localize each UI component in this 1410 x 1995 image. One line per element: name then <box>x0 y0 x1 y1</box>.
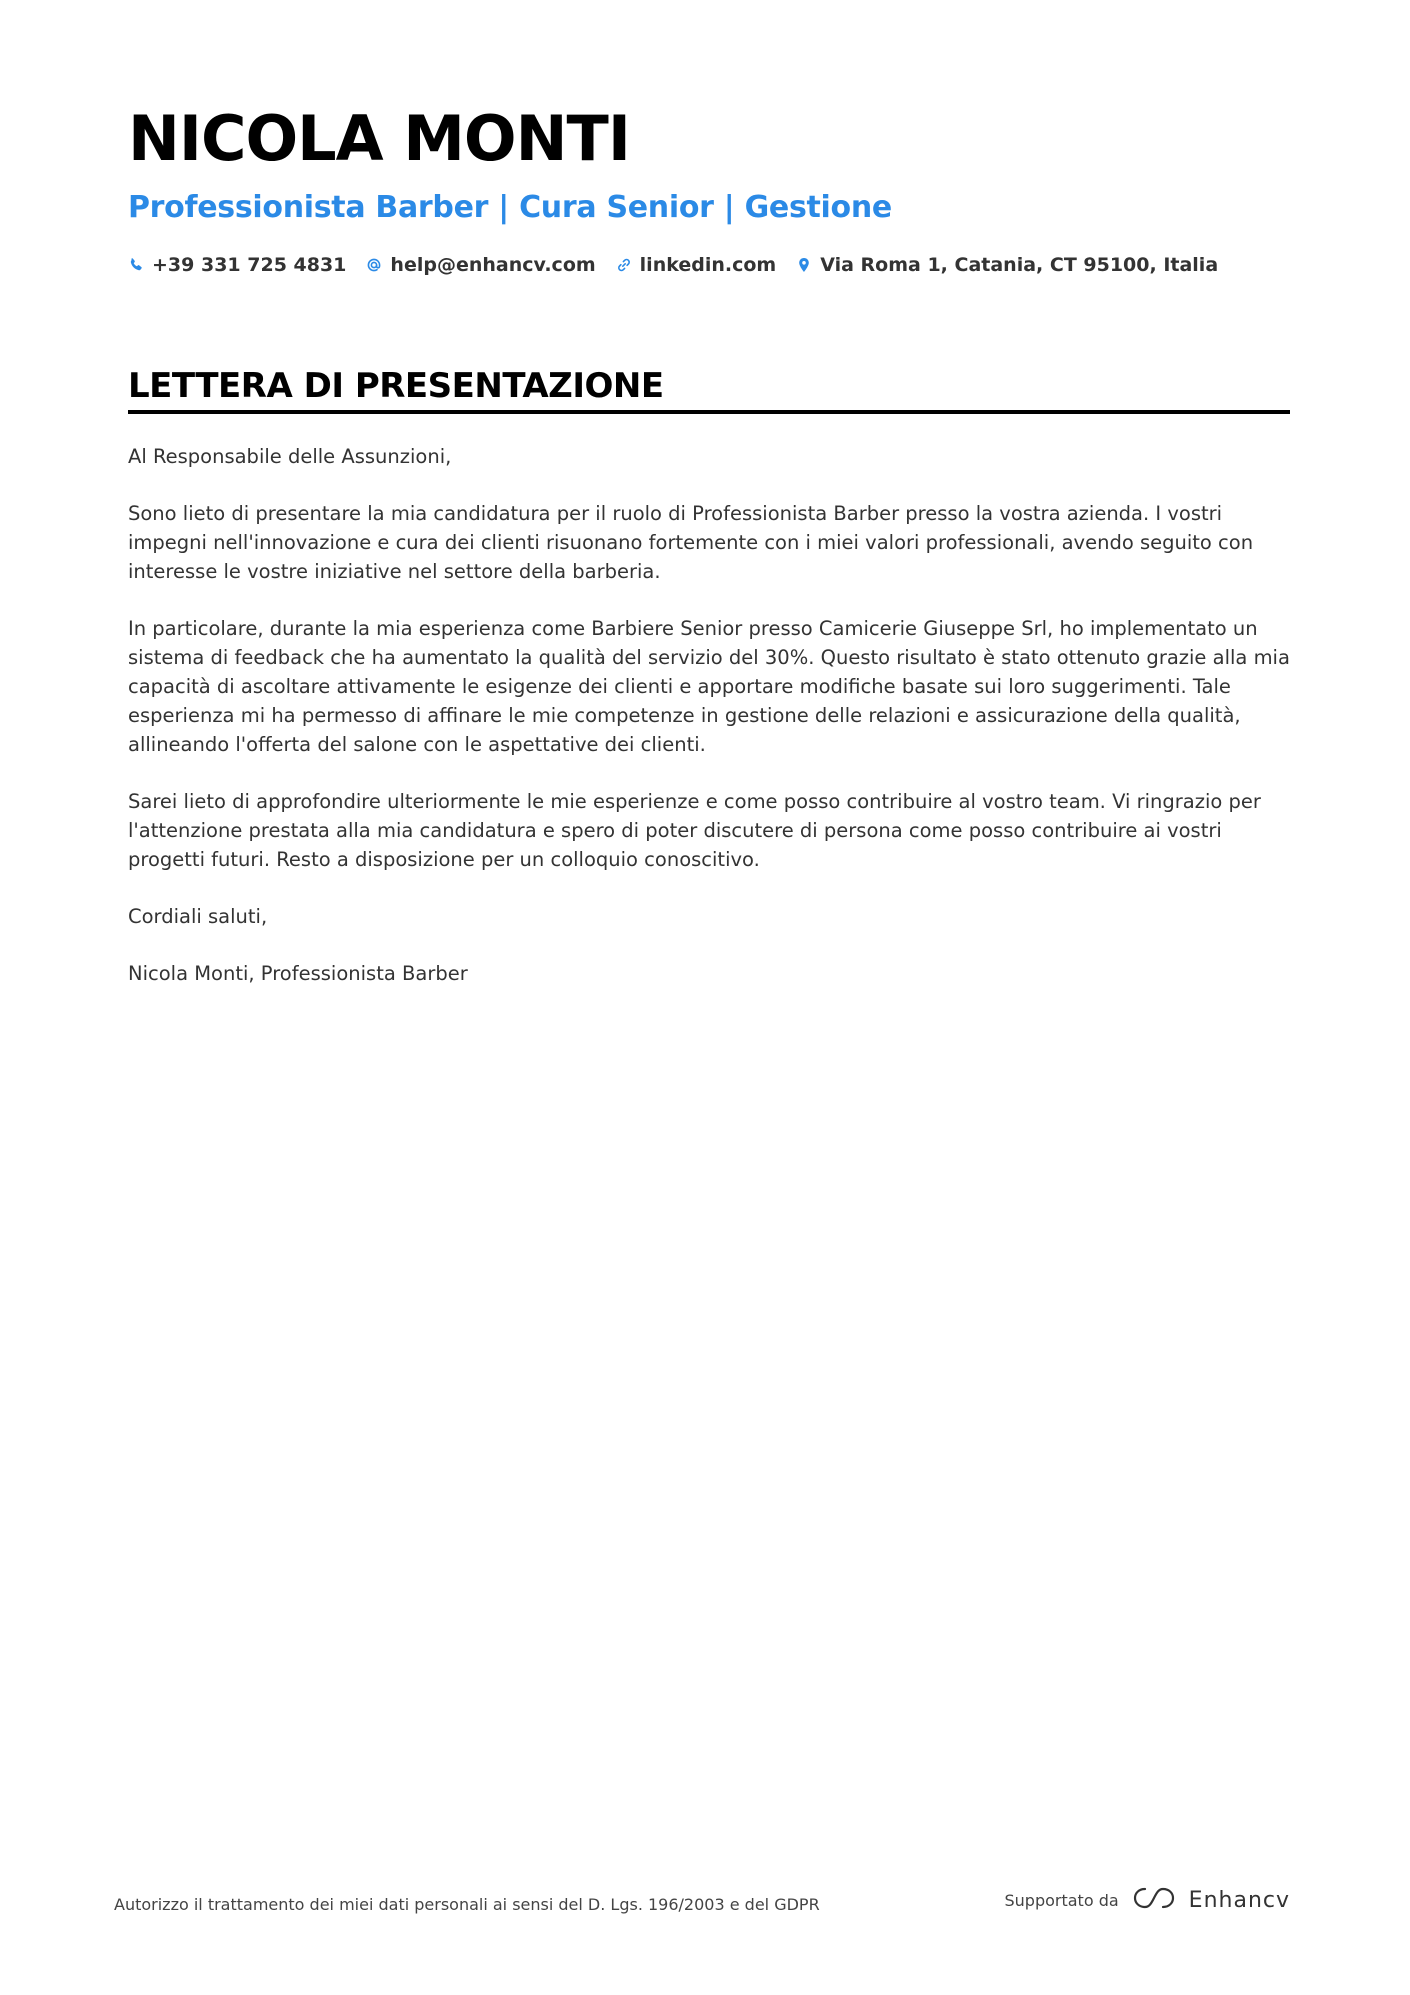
location-pin-icon <box>796 257 812 273</box>
contact-address <box>796 254 1218 276</box>
contact-phone[interactable] <box>128 254 346 276</box>
contact-bar <box>128 254 1238 276</box>
phone-icon <box>128 257 144 273</box>
footer-branding[interactable] <box>1005 1885 1291 1915</box>
footer-support-label: Supportato da <box>1004 1890 1119 1910</box>
contact-phone-text: +39 331 725 4831 <box>152 254 347 276</box>
section-title: LETTERA DI PRESENTAZIONE <box>128 366 664 406</box>
letter-paragraph: In particolare, durante la mia esperienza come Barbiere Senior presso Camicerie Giuseppe Srl, ho implementato un sistema di feedback che ha aumentato la qualità del servizio del 30%. Questo risultato è stato ottenuto grazie alla mia capacità di ascoltare attivamente le esigenze dei clienti e apportare modifiche basate sui loro suggerimenti. Tale esperienza mi ha permesso di affinare le mie competenze in gestione delle relazioni e assicurazione della qualità, allineando l'offerta del salone con le aspettative dei clienti. <box>128 617 1290 756</box>
contact-email-text: help@enhancv.com <box>390 254 596 276</box>
enhancv-logo-icon <box>1131 1885 1189 1915</box>
at-icon <box>366 257 382 273</box>
contact-linkedin-text: linkedin.com <box>639 254 777 276</box>
letter-signature: Nicola Monti, Professionista Barber <box>128 962 468 985</box>
letter-body <box>128 442 1290 1016</box>
contact-address-text: Via Roma 1, Catania, CT 95100, Italia <box>820 254 1219 276</box>
letter-greeting: Al Responsabile delle Assunzioni, <box>128 445 452 468</box>
letter-paragraph: Sarei lieto di approfondire ulteriormente le mie esperienze e come posso contribuire al vostro team. Vi ringrazio per l'attenzione prestata alla mia candidatura e spero di poter discutere di persona come posso contribuire ai vostri progetti futuri. Resto a disposizione per un colloquio conoscitivo. <box>128 790 1261 871</box>
footer-consent: Autorizzo il trattamento dei miei dati personali ai sensi del D. Lgs. 196/2003 e del GDPR <box>114 1895 820 1914</box>
letter-closing: Cordiali saluti, <box>128 905 268 928</box>
contact-linkedin[interactable] <box>616 254 777 276</box>
contact-email[interactable] <box>366 254 595 276</box>
candidate-subtitle: Professionista Barber | Cura Senior | Gestione <box>128 190 892 225</box>
section-divider <box>128 410 1290 414</box>
letter-paragraph: Sono lieto di presentare la mia candidatura per il ruolo di Professionista Barber presso la vostra azienda. I vostri impegni nell'innovazione e cura dei clienti risuonano fortemente con i miei valori professionali, avendo seguito con interesse le vostre iniziative nel settore della barberia. <box>128 502 1254 583</box>
link-icon <box>616 257 632 273</box>
candidate-name: NICOLA MONTI <box>128 102 630 175</box>
footer-brand: Enhancv <box>1188 1887 1290 1913</box>
